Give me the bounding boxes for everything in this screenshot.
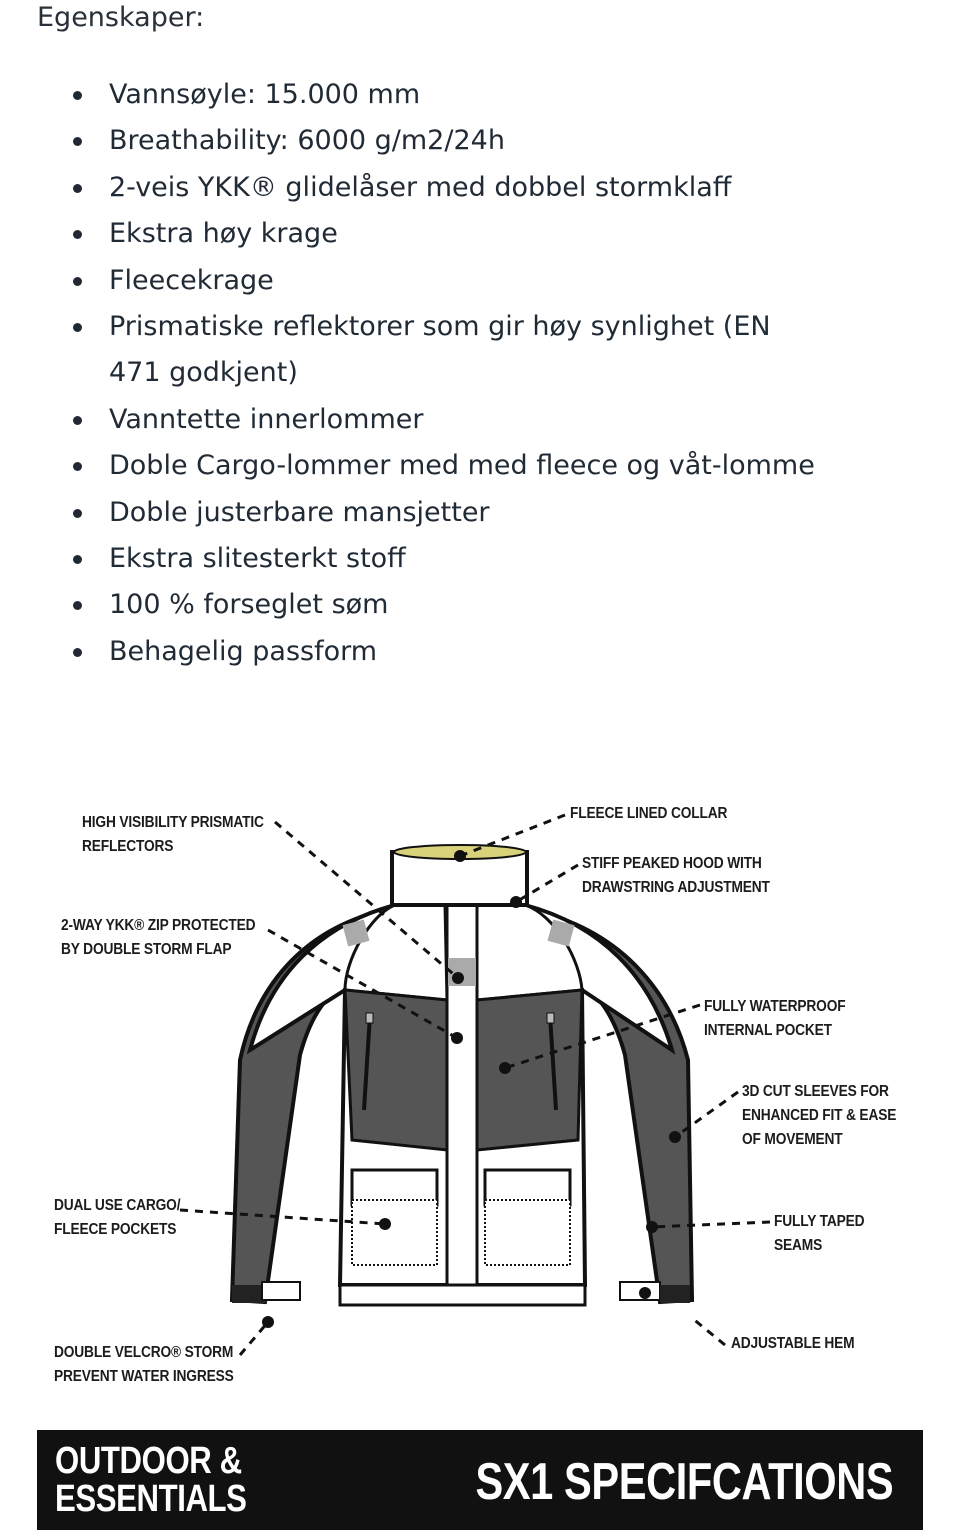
label-sleeves: 3D CUT SLEEVES FOR ENHANCED FIT & EASE OF MOVEMENT — [742, 1083, 897, 1148]
label-zip: 2-WAY YKK® ZIP PROTECTED BY DOUBLE STORM FLAP — [61, 917, 256, 958]
brand-logo: OUTDOOR & ESSENTIALS — [55, 1440, 247, 1520]
feature-item: Doble Cargo-lommer med med fleece og våt-lomme — [0, 443, 900, 489]
banner-title: SX1 SPECIFCATIONS — [475, 1453, 893, 1511]
feature-item: Ekstra høy krage — [0, 211, 900, 257]
label-cargo: DUAL USE CARGO/ FLEECE POCKETS — [54, 1197, 181, 1238]
label-pocket: FULLY WATERPROOF INTERNAL POCKET — [704, 998, 846, 1039]
feature-item: Breathability: 6000 g/m2/24h — [0, 118, 900, 164]
label-velcro: DOUBLE VELCRO® STORM PREVENT WATER INGRESS — [54, 1344, 234, 1385]
feature-item: Doble justerbare mansjetter — [0, 490, 900, 536]
label-collar: FLEECE LINED COLLAR — [570, 805, 728, 822]
feature-item: Vannsøyle: 15.000 mm — [0, 72, 900, 118]
feature-item: Prismatiske reflektorer som gir høy synlighet (EN 471 godkjent) — [0, 304, 900, 397]
feature-list — [0, 72, 900, 675]
label-hood: STIFF PEAKED HOOD WITH DRAWSTRING ADJUSTMENT — [582, 855, 770, 896]
feature-item: Behagelig passform — [0, 629, 900, 675]
jacket-spec-diagram — [0, 790, 960, 1410]
feature-item: Ekstra slitesterkt stoff — [0, 536, 900, 582]
section-heading: Egenskaper: — [37, 2, 205, 33]
label-seams: FULLY TAPED SEAMS — [774, 1213, 865, 1254]
feature-item: 2-veis YKK® glidelåser med dobbel stormklaff — [0, 165, 900, 211]
feature-item: Vanntette innerlommer — [0, 397, 900, 443]
label-reflectors: HIGH VISIBILITY PRISMATIC REFLECTORS — [82, 814, 264, 855]
feature-item: Fleecekrage — [0, 258, 900, 304]
feature-item: 100 % forseglet søm — [0, 582, 900, 628]
label-hem: ADJUSTABLE HEM — [731, 1335, 855, 1352]
spec-banner — [37, 1430, 923, 1530]
